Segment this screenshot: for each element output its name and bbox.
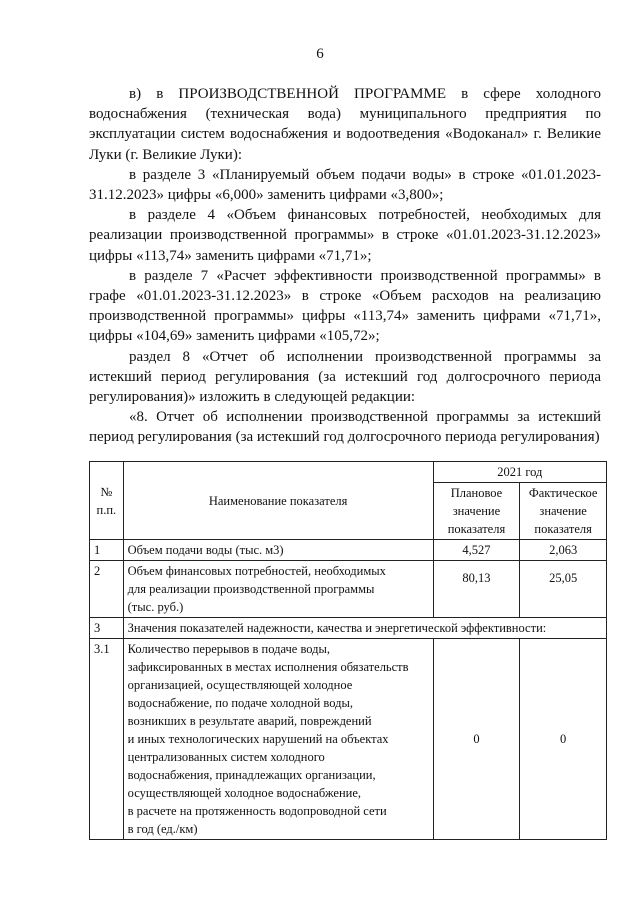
row-num: 1 <box>90 540 124 561</box>
paragraph-section-4: в разделе 4 «Объем финансовых потребностей, необходимых для реализации производственной программы» в строке «01.01.2023-31.12.2023» цифры «113,74» заменить цифрами «71,71»; <box>89 207 601 264</box>
header-name: Наименование показателя <box>123 462 433 540</box>
row-name: Значения показателей надежности, качества и энергетической эффективности: <box>123 618 606 639</box>
header-actual: Фактическое значение показателя <box>520 483 607 540</box>
paragraph-section-3: в разделе 3 «Планируемый объем подачи воды» в строке «01.01.2023-31.12.2023» цифры «6,000» заменить цифрами «3,800»; <box>89 166 601 204</box>
header-num: № п.п. <box>90 462 124 540</box>
header-planned: Плановое значение показателя <box>433 483 520 540</box>
row-planned: 4,527 <box>433 540 520 561</box>
row-num: 3.1 <box>90 639 124 840</box>
table-row <box>90 639 607 840</box>
row-num: 3 <box>90 618 124 639</box>
row-name: Количество перерывов в подаче воды, зафиксированных в местах исполнения обязательств организацией, осуществляющей холодное водоснабжение, по подаче холодной воды, возникших в результате аварий, повреждений и иных технологических нарушений на объектах централизованных систем холодного водоснабжения, принадлежащих организации, осуществляющей холодное водоснабжение, в расчете на протяженность водопроводной сети в год (ед./км) <box>123 639 433 840</box>
row-num: 2 <box>90 561 124 618</box>
document-body <box>89 84 601 448</box>
report-table <box>89 461 607 840</box>
page-number: 6 <box>316 46 324 62</box>
paragraph-section-7: в разделе 7 «Расчет эффективности производственной программы» в графе «01.01.2023-31.12.2023» в строке «Объем расходов на реализацию производственной программы» цифры «113,74» заменить цифрами «71,71», цифры «104,69» заменить цифрами «105,72»; <box>89 267 601 345</box>
header-year: 2021 год <box>433 462 606 483</box>
row-name: Объем подачи воды (тыс. м3) <box>123 540 433 561</box>
row-name: Объем финансовых потребностей, необходимых для реализации производственной программы (тыс. руб.) <box>123 561 433 618</box>
row-actual: 2,063 <box>520 540 607 561</box>
row-actual: 25,05 <box>520 561 607 618</box>
paragraph-section-8-title: «8. Отчет об исполнении производственной программы за истекший период регулирования (за истекший год долгосрочного периода регулирования) <box>89 409 601 446</box>
table-row <box>90 561 607 618</box>
table-header-row <box>90 462 607 483</box>
table-row <box>90 540 607 561</box>
paragraph-section-8: раздел 8 «Отчет об исполнении производственной программы за истекший период регулирования (за истекший год долгосрочного периода регулирования)» изложить в следующей редакции: <box>89 348 601 406</box>
row-planned: 80,13 <box>433 561 520 618</box>
table-row <box>90 618 607 639</box>
paragraph-amendment-v: в) в ПРОИЗВОДСТВЕННОЙ ПРОГРАММЕ в сфере холодного водоснабжения (техническая вода) муниципального предприятия по эксплуатации систем водоснабжения и водоотведения «Водоканал» г. Великие Луки (г. Великие Луки): <box>89 86 601 163</box>
row-planned: 0 <box>433 639 520 840</box>
row-actual: 0 <box>520 639 607 840</box>
